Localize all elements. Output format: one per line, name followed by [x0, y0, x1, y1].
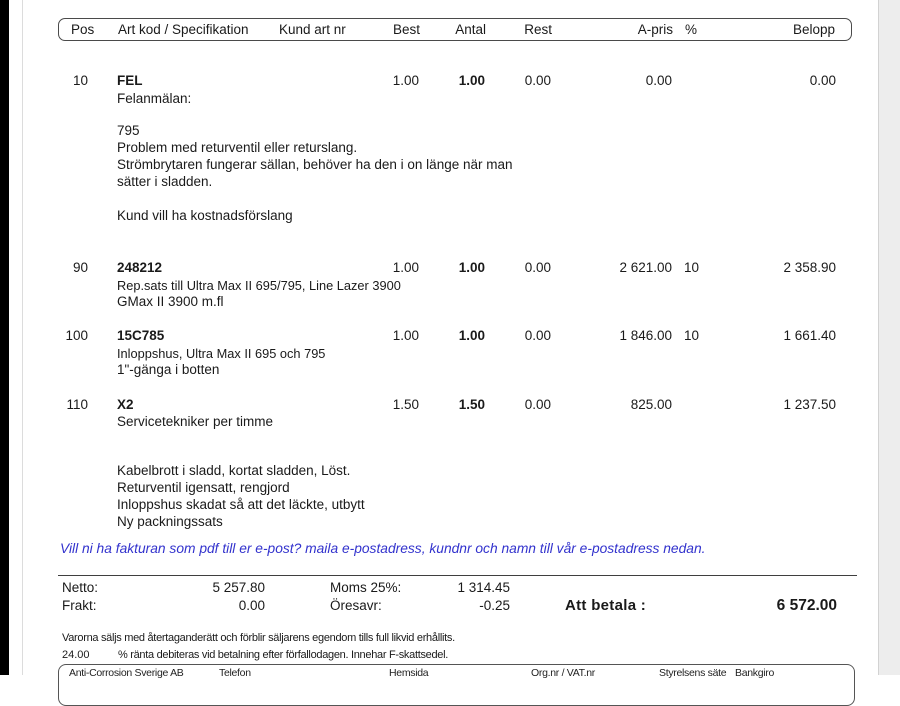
- item-kundartnr: [278, 259, 368, 276]
- page-edge-line: [22, 0, 23, 675]
- moms-value: 1 314.45: [457, 580, 510, 595]
- footer-company-box: [58, 664, 855, 706]
- item-rest: 0.00: [524, 397, 551, 412]
- item-description: Rep.sats till Ultra Max II 695/795, Line Lazer 3900: [117, 278, 401, 293]
- fault-report-text: 795 Problem med returventil eller returslang. Strömbrytaren fungerar sällan, behöver ha den i on länge när man sätter i sladden.: [117, 123, 513, 189]
- item-pos: 100: [65, 328, 88, 343]
- item-apris: 2 621.00: [619, 260, 672, 275]
- footer-styrelse: Styrelsens säte: [659, 667, 727, 679]
- item-pos: 110: [66, 397, 88, 412]
- pdf-invoice-notice: Vill ni ha fakturan som pdf till er e-post? maila e-postadress, kundnr och namn till vår e-postadress nedan.: [60, 541, 706, 556]
- footer-hemsida: Hemsida: [389, 667, 429, 679]
- frakt-label: Frakt:: [62, 598, 97, 613]
- interest-text: % ränta debiteras vid betalning efter förfallodagen. Innehar F-skattsedel.: [118, 649, 449, 661]
- item-antal: 1.50: [458, 397, 485, 412]
- moms-label: Moms 25%:: [330, 580, 402, 595]
- item-pct: [672, 72, 712, 89]
- item-pct: 10: [684, 260, 700, 275]
- interest-rate: 24.00: [62, 649, 90, 661]
- totals-section: [62, 579, 858, 615]
- work-done-text: Kabelbrott i sladd, kortat sladden, Löst. Returventil igensatt, rengjord Inloppshus skadat så att det läckte, utbytt Ny packningssats: [117, 463, 365, 529]
- item-kundartnr: [278, 396, 368, 413]
- item-apris: 0.00: [645, 73, 672, 88]
- line-item-row-10: [58, 72, 852, 89]
- totals-divider: [58, 575, 857, 576]
- col-header-best: Best: [392, 22, 420, 37]
- quote-request-text: Kund vill ha kostnadsförslang: [117, 208, 293, 223]
- item-belopp: 2 358.90: [783, 260, 836, 275]
- item-antal: 1.00: [458, 260, 485, 275]
- item-pct: 10: [684, 328, 700, 343]
- footer-company: Anti-Corrosion Sverige AB: [69, 667, 184, 679]
- item-pos: 10: [72, 73, 88, 88]
- att-betala-label: Att betala :: [565, 597, 647, 614]
- item-rest: 0.00: [524, 328, 551, 343]
- item-apris: 1 846.00: [619, 328, 672, 343]
- frakt-value: 0.00: [238, 598, 265, 613]
- footer-orgnr: Org.nr / VAT.nr: [531, 667, 595, 679]
- item-best: 1.00: [392, 328, 419, 343]
- item-pct: [672, 396, 712, 413]
- col-header-rest: Rest: [524, 22, 552, 37]
- att-betala-value: 6 572.00: [776, 597, 837, 614]
- item-antal: 1.00: [458, 73, 485, 88]
- terms-line-2: [62, 649, 448, 662]
- col-header-apris: A-pris: [637, 22, 673, 37]
- col-header-kundartnr: Kund art nr: [279, 22, 346, 37]
- col-header-pos: Pos: [71, 22, 95, 37]
- item-belopp: 1 237.50: [783, 397, 836, 412]
- terms-line-1: Varorna säljs med återtaganderätt och förblir säljarens egendom tills full likvid erhållits.: [62, 632, 455, 644]
- line-item-row-90: [58, 259, 852, 276]
- item-code: 15C785: [117, 328, 165, 343]
- item-code: 248212: [117, 260, 163, 275]
- netto-value: 5 257.80: [212, 580, 265, 595]
- item-best: 1.00: [392, 260, 419, 275]
- col-header-antal: Antal: [455, 22, 486, 37]
- footer-bankgiro: Bankgiro: [735, 667, 775, 679]
- line-item-row-100: [58, 327, 852, 344]
- item-pos: 90: [72, 260, 88, 275]
- item-kundartnr: [278, 72, 368, 89]
- item-antal: 1.00: [458, 328, 485, 343]
- item-rest: 0.00: [524, 260, 551, 275]
- right-margin-strip: [878, 0, 900, 675]
- item-description: Servicetekniker per timme: [117, 414, 274, 429]
- col-header-belopp: Belopp: [792, 22, 835, 37]
- item-kundartnr: [278, 327, 368, 344]
- netto-label: Netto:: [62, 580, 99, 595]
- item-code: FEL: [117, 73, 143, 88]
- item-belopp: 1 661.40: [783, 328, 836, 343]
- footer-telefon: Telefon: [219, 667, 251, 679]
- item-description: Felanmälan:: [117, 91, 192, 106]
- table-header: [58, 18, 852, 41]
- item-apris: 825.00: [630, 397, 672, 412]
- item-code: X2: [117, 397, 134, 412]
- item-description: Inloppshus, Ultra Max II 695 och 795: [117, 346, 326, 361]
- line-item-row-110: [58, 396, 852, 413]
- col-header-pct: %: [685, 22, 698, 37]
- left-edge-bar: [0, 0, 9, 675]
- item-belopp: 0.00: [809, 73, 836, 88]
- oresavr-label: Öresavr:: [330, 598, 382, 613]
- item-rest: 0.00: [524, 73, 551, 88]
- col-header-artkod: Art kod / Specifikation: [118, 22, 249, 37]
- oresavr-value: -0.25: [479, 598, 510, 613]
- item-best: 1.50: [392, 397, 419, 412]
- item-description: GMax II 3900 m.fl: [117, 294, 224, 309]
- item-description: 1"-gänga i botten: [117, 362, 220, 377]
- item-best: 1.00: [392, 73, 419, 88]
